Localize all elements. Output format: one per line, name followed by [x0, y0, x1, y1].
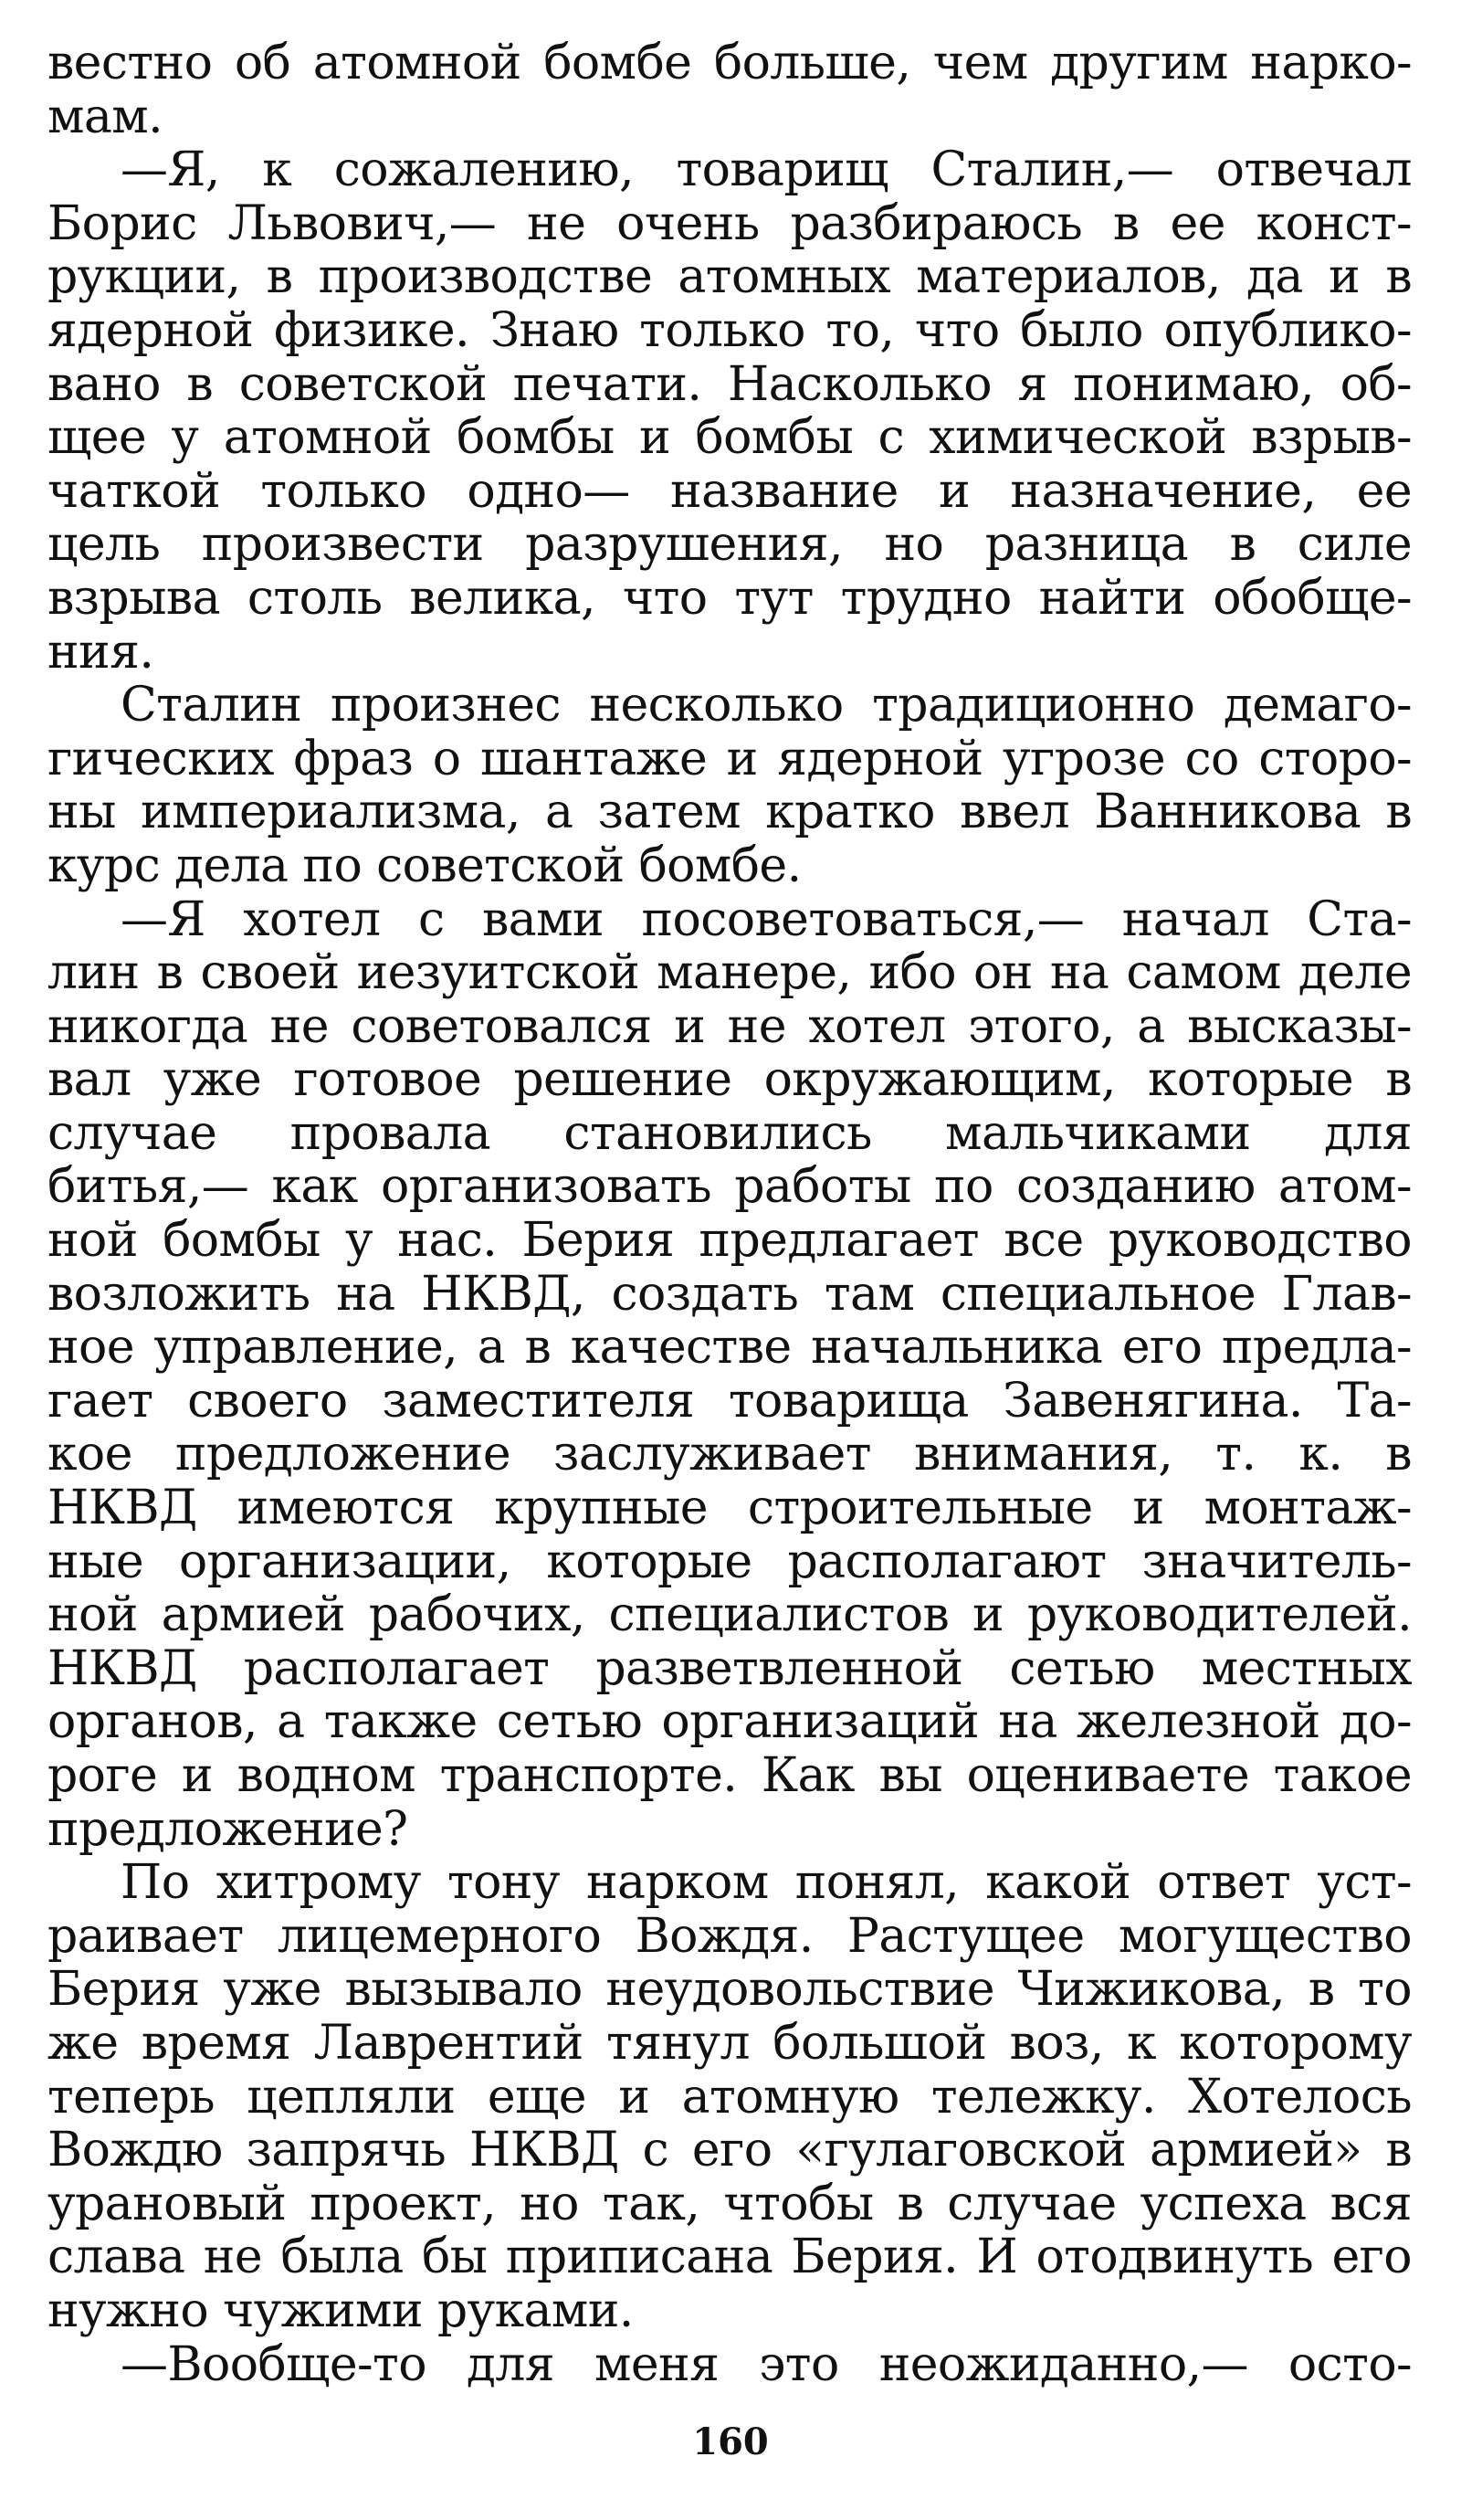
text-line: же время Лаврентий тянул большой воз, к которому	[47, 2016, 1412, 2071]
text-line: битья,— как организовать работы по созданию атом-	[47, 1160, 1412, 1215]
text-line: никогда не советовался и не хотел этого, а высказы-	[47, 999, 1412, 1054]
text-line: мам.	[47, 90, 163, 144]
text-line: ной бомбы у нас. Берия предлагает все руководство	[47, 1214, 1412, 1268]
page-number: 160	[692, 2420, 769, 2463]
text-line: щее у атомной бомбы и бомбы с химической взрыв-	[47, 411, 1412, 465]
text-line: слава не была бы приписана Берия. И отодвинуть его	[47, 2230, 1412, 2284]
text-line: урановый проект, но так, чтобы в случае успеха вся	[47, 2177, 1412, 2231]
text-line: рукции, в производстве атомных материалов, да и в	[47, 250, 1412, 304]
page-body	[47, 37, 1412, 2391]
text-line: чаткой только одно— название и назначение, ее	[47, 464, 1412, 519]
text-line: Вождю запрячь НКВД с его «гулаговской армией» в	[47, 2124, 1412, 2177]
text-line: —Я хотел с вами посоветоваться,— начал Ста-	[121, 892, 1412, 947]
text-line: ной армией рабочих, специалистов и руководителей.	[47, 1588, 1412, 1642]
text-line: ное управление, а в качестве начальника его предла-	[47, 1321, 1412, 1375]
text-line: роге и водном транспорте. Как вы оцениваете такое	[47, 1749, 1412, 1803]
text-line: —Вообще-то для меня это неожиданно,— осто-	[121, 2337, 1412, 2392]
text-line: раивает лицемерного Вождя. Растущее могущество	[47, 1909, 1412, 1964]
text-line: ния.	[47, 625, 154, 680]
text-line: гических фраз о шантаже и ядерной угрозе со сторо-	[47, 732, 1412, 786]
text-line: случае провала становились мальчиками для	[47, 1106, 1412, 1161]
text-line: гает своего заместителя товарища Завенягина. Та-	[47, 1374, 1412, 1429]
text-line: теперь цепляли еще и атомную тележку. Хотелось	[47, 2070, 1412, 2125]
text-line: По хитрому тону нарком понял, какой ответ уст-	[121, 1856, 1412, 1910]
text-line: Берия уже вызывало неудовольствие Чижикова, в то	[47, 1963, 1412, 2017]
text-line: курс дела по советской бомбе.	[47, 838, 802, 893]
text-line: —Я, к сожалению, товарищ Сталин,— отвечал	[121, 143, 1412, 197]
text-line: вал уже готовое решение окружающим, которые в	[47, 1053, 1412, 1107]
text-line: Сталин произнес несколько традиционно демаго-	[121, 679, 1412, 733]
text-line: цель произвести разрушения, но разница в силе	[47, 518, 1412, 572]
text-line: вестно об атомной бомбе больше, чем другим нарко-	[47, 37, 1412, 90]
text-line: нужно чужими руками.	[47, 2283, 634, 2338]
text-line: предложение?	[47, 1802, 408, 1857]
text-line: ны империализма, а затем кратко ввел Ванникова в	[47, 786, 1412, 839]
text-line: органов, а также сетью организаций на железной до-	[47, 1695, 1412, 1749]
text-line: лин в своей иезуитской манере, ибо он на самом деле	[47, 946, 1412, 1000]
text-line: взрыва столь велика, что тут трудно найти обобще-	[47, 571, 1412, 626]
text-line: ные организации, которые располагают значитель-	[47, 1534, 1412, 1589]
text-line: кое предложение заслуживает внимания, т. к. в	[47, 1428, 1412, 1482]
text-line: НКВД располагает разветвленной сетью местных	[47, 1641, 1412, 1696]
text-line: ядерной физике. Знаю только то, что было опублико-	[47, 303, 1412, 358]
text-line: возложить на НКВД, создать там специальное Глав-	[47, 1267, 1412, 1322]
text-line: НКВД имеются крупные строительные и монтаж-	[47, 1481, 1412, 1535]
text-line: Борис Львович,— не очень разбираюсь в ее конст-	[47, 196, 1412, 251]
text-line: вано в советской печати. Насколько я понимаю, об-	[47, 357, 1412, 412]
